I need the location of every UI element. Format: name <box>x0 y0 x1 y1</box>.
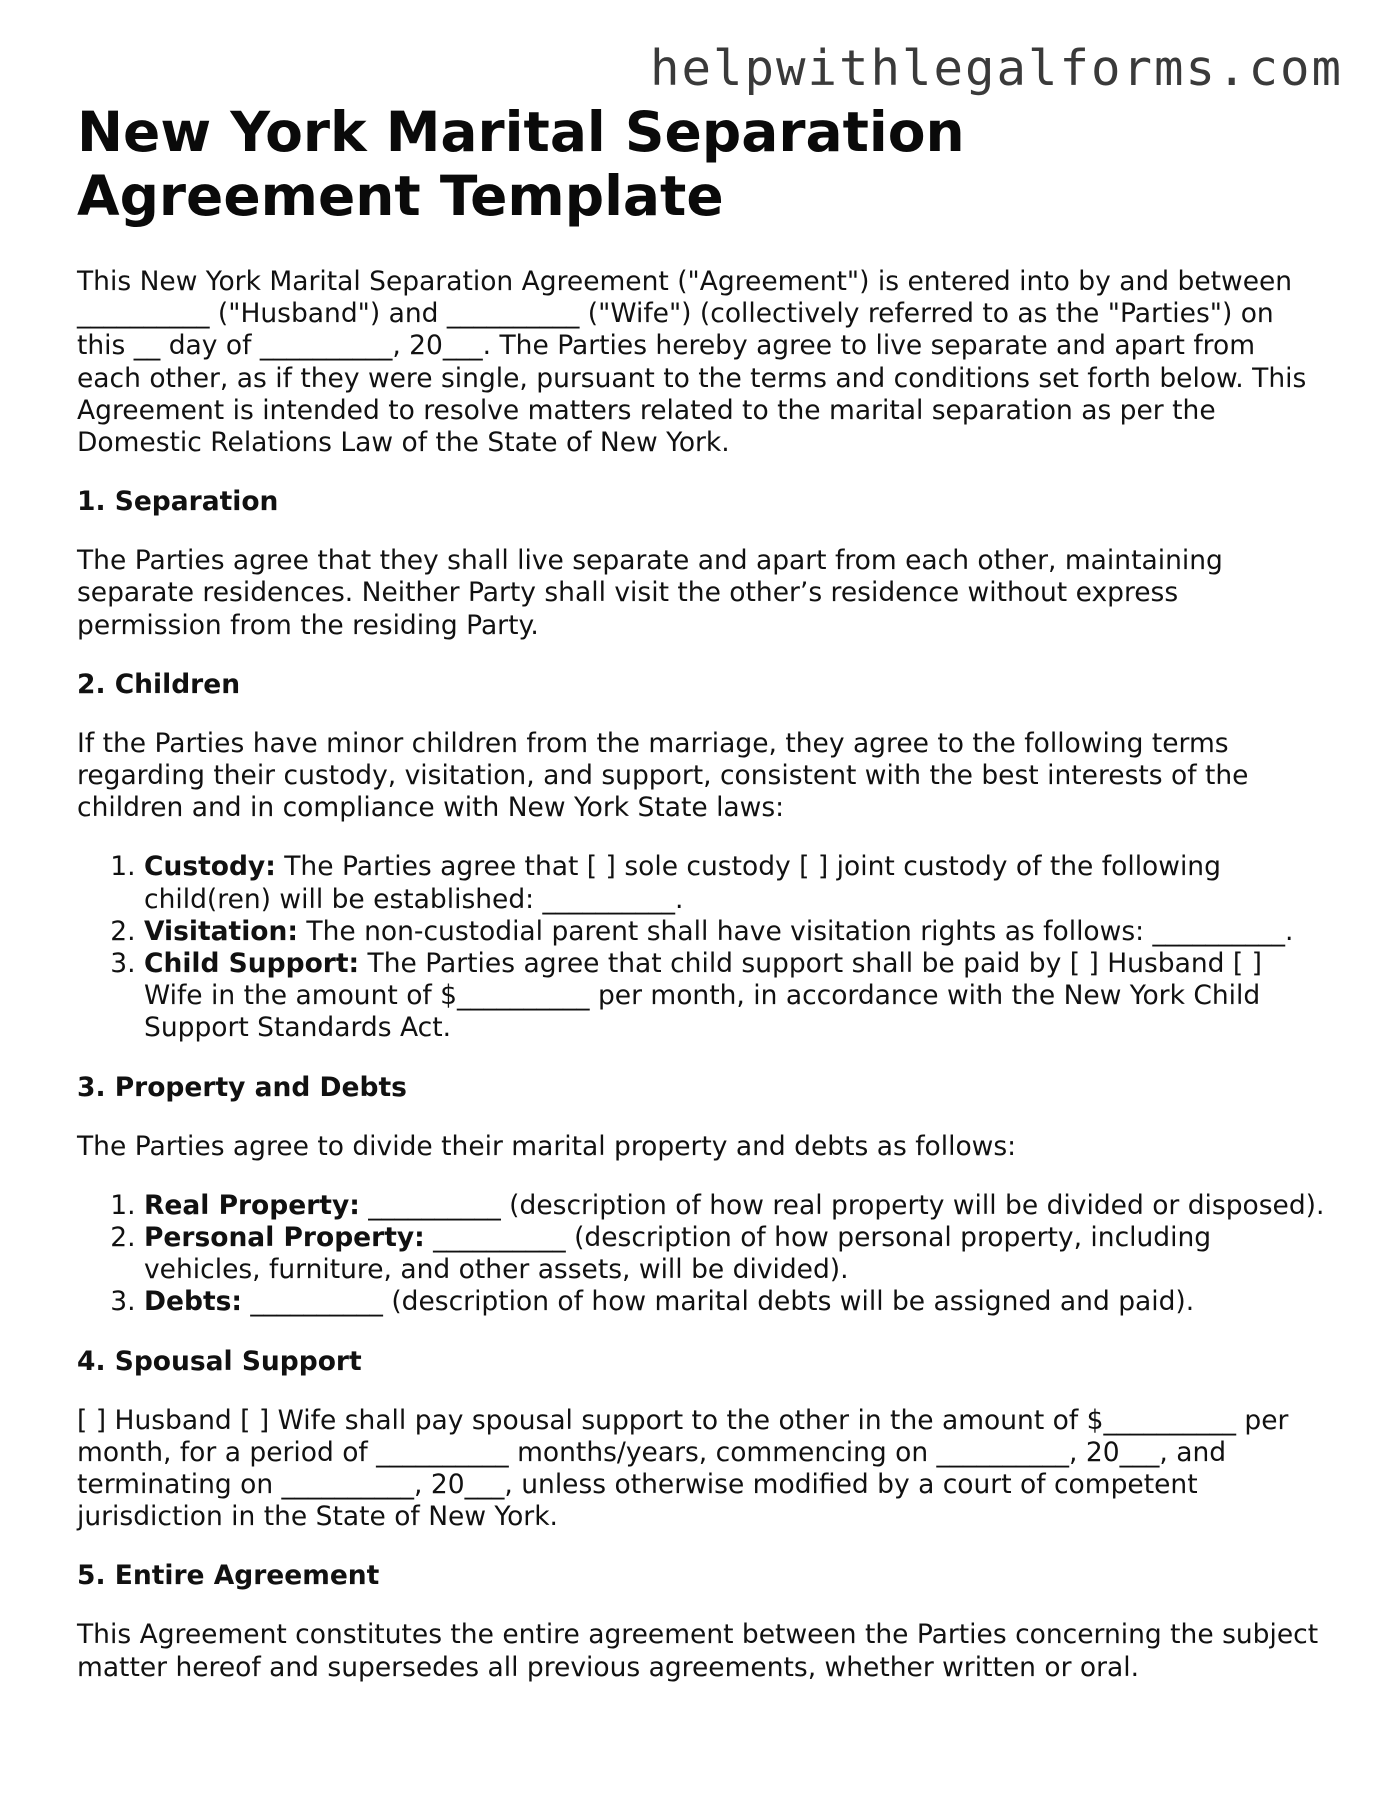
list-item-debts <box>144 1286 1327 1318</box>
list-item-text: __________ (description of how marital debts will be assigned and paid). <box>241 1286 1195 1318</box>
list-item-child-support <box>144 948 1327 1045</box>
list-item-text: __________ (description of how real property will be divided or disposed). <box>359 1189 1325 1221</box>
list-item-label: Personal Property: <box>144 1222 425 1254</box>
document-title: New York Marital Separation Agreement Template <box>77 100 965 228</box>
children-terms-list <box>77 851 1327 1044</box>
section-heading-property: 3. Property and Debts <box>77 1071 407 1103</box>
list-item-label: Child Support: <box>144 948 360 980</box>
list-item-label: Real Property: <box>144 1189 360 1221</box>
section-heading-separation: 1. Separation <box>77 486 279 518</box>
section-body-separation: The Parties agree that they shall live separate and apart from each other, maintaining separate residences. Neither Party shall visit the other’s residence without express permission from the residing Party. <box>77 545 1223 641</box>
list-item-text: __________ (description of how personal property, including vehicles, furniture, and other assets, will be divided). <box>144 1222 1212 1286</box>
list-item-custody <box>144 851 1327 915</box>
intro-paragraph: This New York Marital Separation Agreement ("Agreement") is entered into by and between __________ ("Husband") and __________ ("Wife") (collectively referred to as the "Parties") on this __ day of __________, 20___. The Parties hereby agree to live separate and apart from each other, as if they were single, pursuant to the terms and conditions set forth below. This Agreement is intended to resolve matters related to the marital separation as per the Domestic Relations Law of the State of New York. <box>77 266 1307 459</box>
section-heading-spousal-support: 4. Spousal Support <box>77 1345 362 1377</box>
list-item-label: Debts: <box>144 1286 242 1318</box>
section-body-property: The Parties agree to divide their marital property and debts as follows: <box>77 1130 1017 1162</box>
list-item-label: Visitation: <box>144 915 298 947</box>
section-body-entire-agreement: This Agreement constitutes the entire agreement between the Parties concerning the subject matter hereof and supersedes all previous agreements, whether written or oral. <box>77 1619 1319 1683</box>
section-body-spousal-support: [ ] Husband [ ] Wife shall pay spousal support to the other in the amount of $__________ per month, for a period of __________ months/years, commencing on __________, 20___, and terminating on __________, 20___, unless otherwise modified by a court of competent jurisdiction in the State of New York. <box>77 1404 1289 1533</box>
list-item-visitation <box>144 916 1327 948</box>
list-item-text: The non-custodial parent shall have visitation rights as follows: __________. <box>297 915 1294 947</box>
document-page <box>77 100 1327 1711</box>
property-terms-list <box>77 1190 1327 1319</box>
section-heading-entire-agreement: 5. Entire Agreement <box>77 1560 380 1592</box>
section-heading-children: 2. Children <box>77 668 241 700</box>
list-item-text: The Parties agree that child support shall be paid by [ ] Husband [ ] Wife in the amount of $__________ per month, in accordance with the New York Child Support Standards Act. <box>144 948 1262 1044</box>
list-item-label: Custody: <box>144 851 276 883</box>
list-item-text: The Parties agree that [ ] sole custody [ ] joint custody of the following child(ren) will be established: __________. <box>144 851 1221 915</box>
list-item-personal-property <box>144 1222 1327 1286</box>
list-item-real-property <box>144 1190 1327 1222</box>
watermark: helpwithlegalforms.com <box>649 40 1343 97</box>
section-body-children: If the Parties have minor children from the marriage, they agree to the following terms regarding their custody, visitation, and support, consistent with the best interests of the children and in compliance with New York State laws: <box>77 727 1249 824</box>
